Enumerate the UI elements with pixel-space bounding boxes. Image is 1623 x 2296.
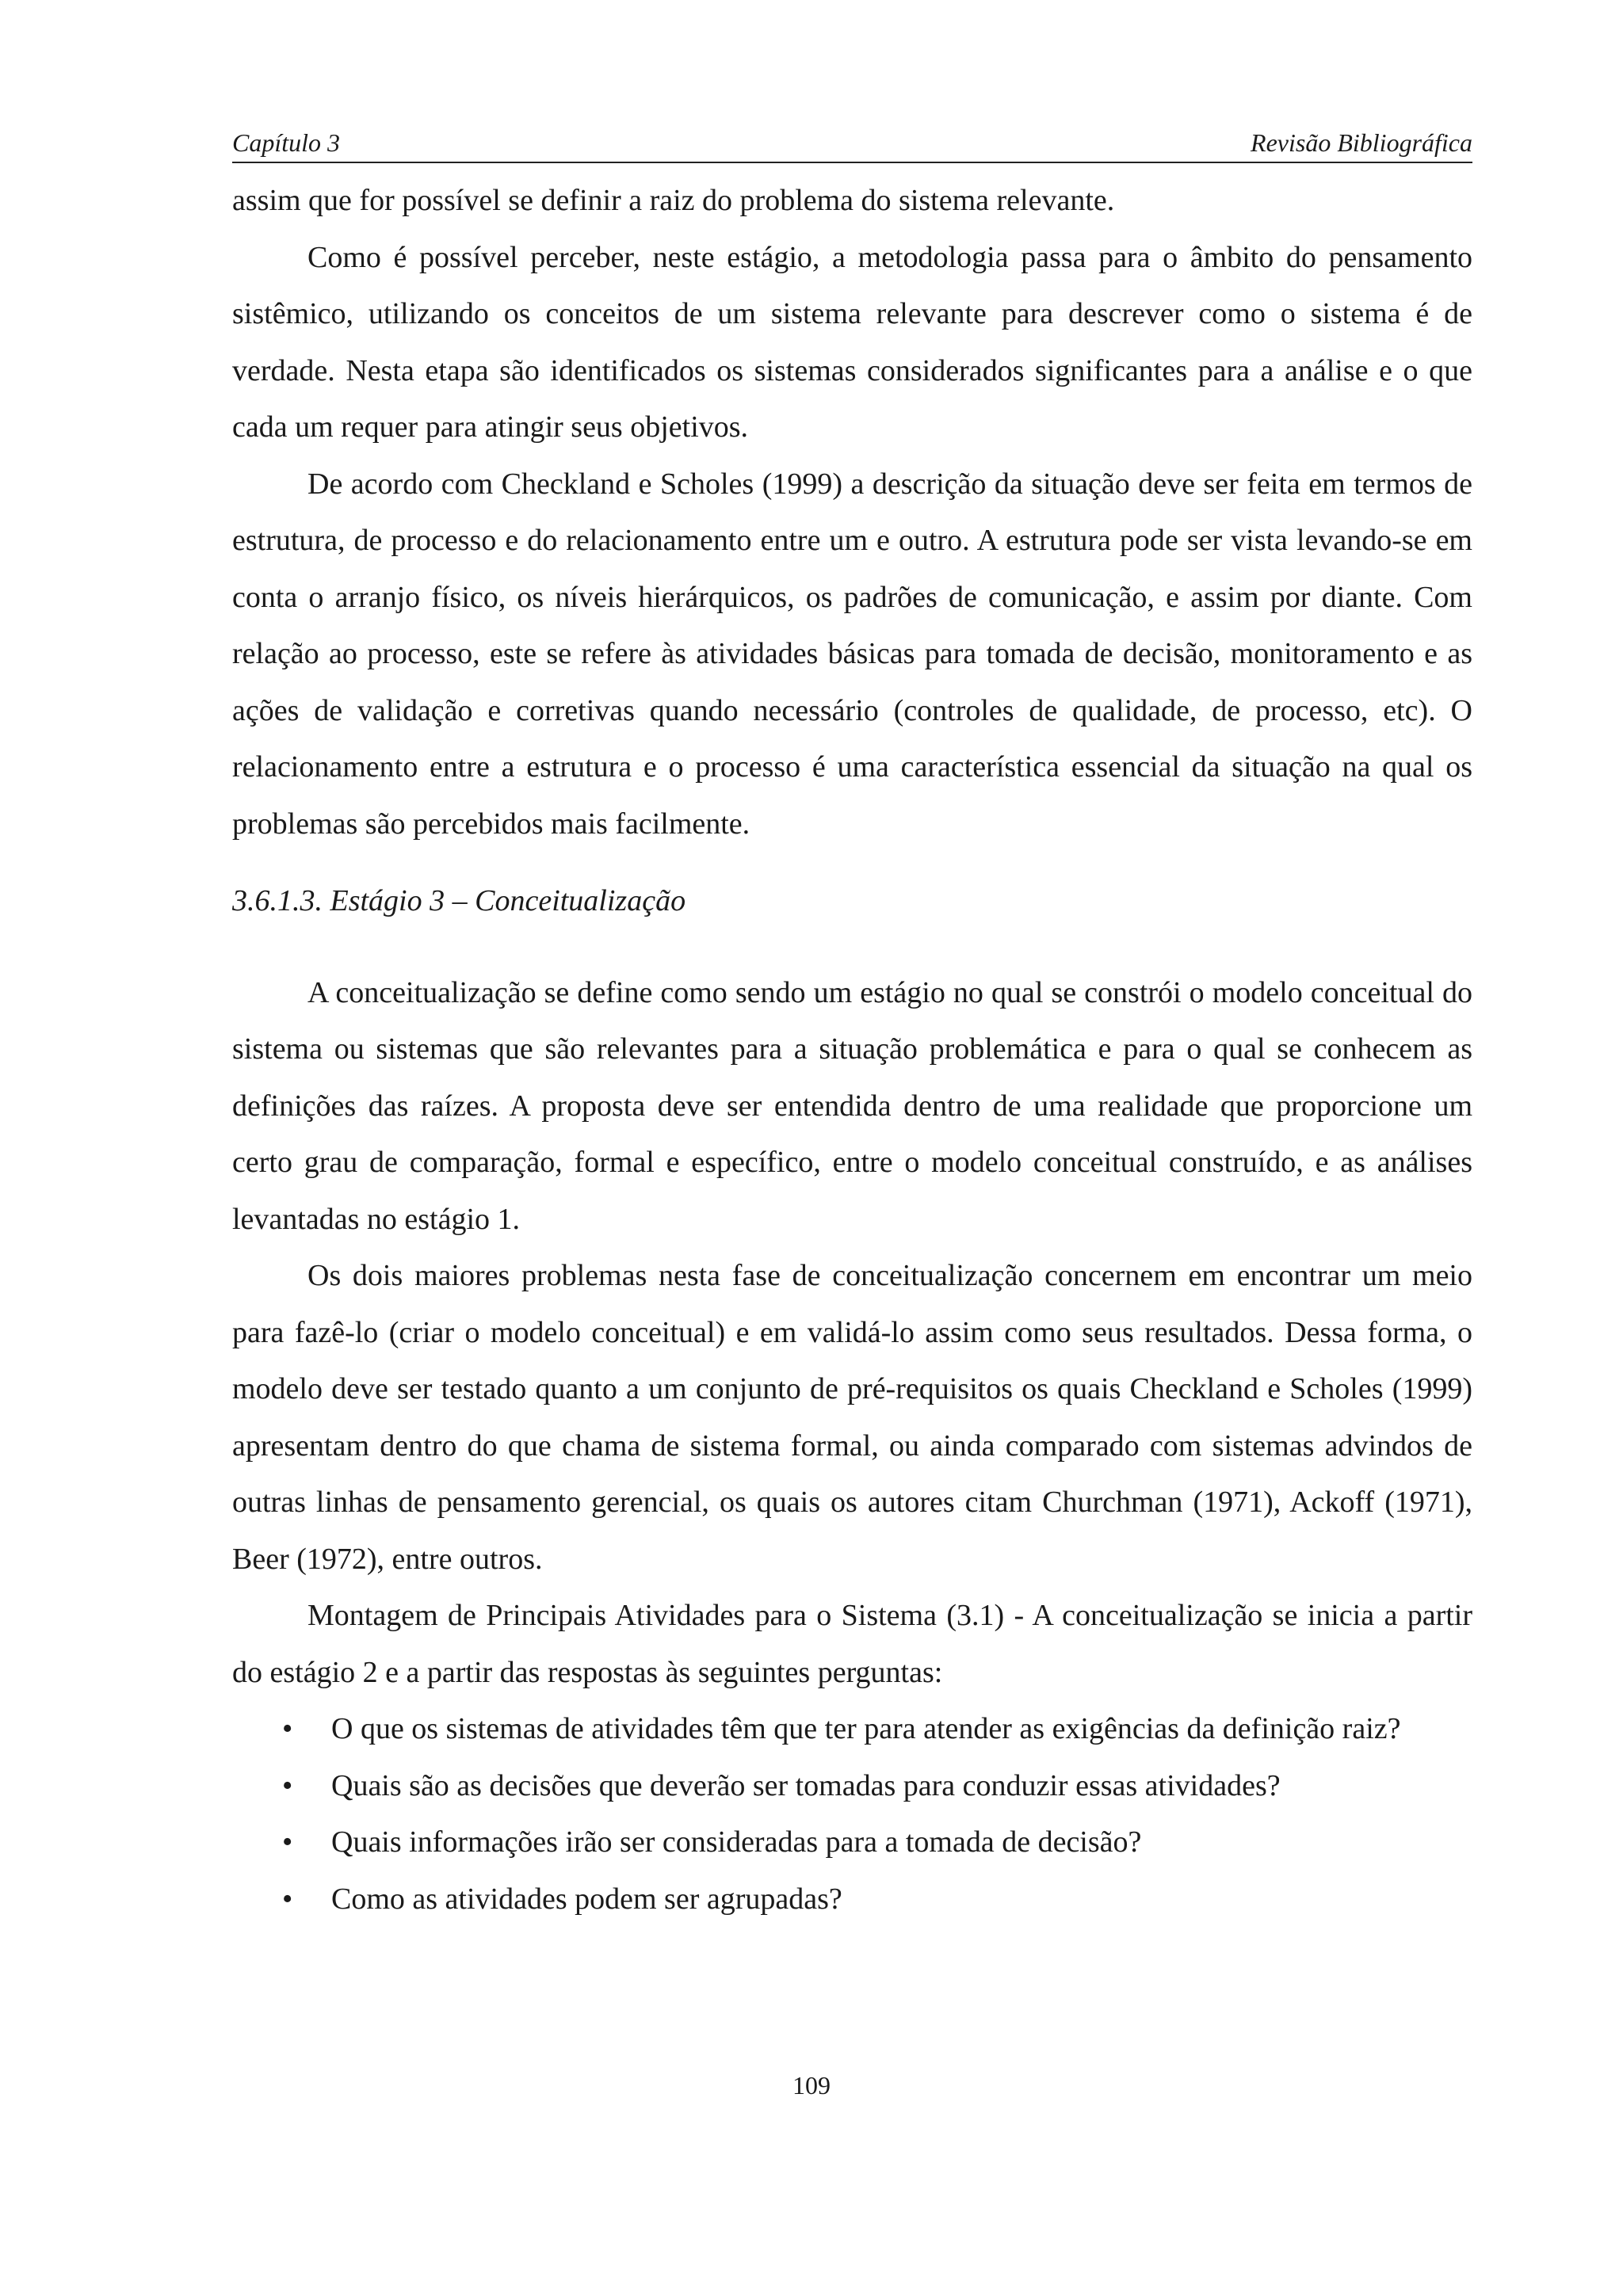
- running-header: [232, 127, 1472, 163]
- list-item-text: Quais informações irão ser consideradas para a tomada de decisão?: [331, 1825, 1142, 1859]
- list-item: [232, 1758, 1472, 1815]
- list-item: [232, 1814, 1472, 1871]
- paragraph: A conceitualização se define como sendo um estágio no qual se constrói o modelo conceitual do sistema ou sistemas que são relevantes para a situação problemática e para o qual se conhecem as definições das raízes. A proposta deve ser entendida dentro de uma realidade que proporcione um certo grau de comparação, formal e específico, entre o modelo conceitual construído, e as análises levantadas no estágio 1.: [232, 975, 1472, 1236]
- list-item-text: O que os sistemas de atividades têm que ter para atender as exigências da definição raiz?: [331, 1712, 1401, 1745]
- list-item: [232, 1871, 1472, 1928]
- question-list: [232, 1701, 1472, 1928]
- list-item: [232, 1701, 1472, 1758]
- body-text: [232, 173, 1472, 1928]
- paragraph: De acordo com Checkland e Scholes (1999) a descrição da situação deve ser feita em termos de estrutura, de processo e do relacionamento entre um e outro. A estrutura pode ser vista levando-se em conta o arranjo físico, os níveis hierárquicos, os padrões de comunicação, e assim por diante. Com relação ao processo, este se refere às atividades básicas para tomada de decisão, monitoramento e as ações de validação e corretivas quando necessário (controles de qualidade, de processo, etc). O relacionamento entre a estrutura e o processo é uma característica essencial da situação na qual os problemas são percebidos mais facilmente.: [232, 467, 1472, 841]
- list-item-text: Quais são as decisões que deverão ser tomadas para conduzir essas atividades?: [331, 1768, 1281, 1802]
- bullet-icon: •: [282, 1768, 293, 1802]
- paragraph: Os dois maiores problemas nesta fase de conceitualização concernem em encontrar um meio para fazê-lo (criar o modelo conceitual) e em validá-lo assim como seus resultados. Dessa forma, o modelo deve ser testado quanto a um conjunto de pré-requisitos os quais Checkland e Scholes (1999) apresentam dentro do que chama de sistema formal, ou ainda comparado com sistemas advindos de outras linhas de pensamento gerencial, os quais os autores citam Churchman (1971), Ackoff (1971), Beer (1972), entre outros.: [232, 1259, 1472, 1576]
- chapter-label: Capítulo 3: [232, 128, 341, 157]
- page-number: 109: [792, 2071, 831, 2100]
- document-page: [232, 127, 1472, 1928]
- section-title-label: Revisão Bibliográfica: [1251, 128, 1472, 157]
- bullet-icon: •: [282, 1712, 293, 1745]
- section-heading: 3.6.1.3. Estágio 3 – Conceitualização: [232, 884, 686, 917]
- bullet-icon: •: [282, 1825, 293, 1859]
- paragraph: Montagem de Principais Atividades para o Sistema (3.1) - A conceitualização se inicia a partir do estágio 2 e a partir das respostas às seguintes perguntas:: [232, 1599, 1472, 1689]
- paragraph-continuation: assim que for possível se definir a raiz do problema do sistema relevante.: [232, 184, 1115, 217]
- bullet-icon: •: [282, 1882, 293, 1916]
- paragraph: Como é possível perceber, neste estágio, a metodologia passa para o âmbito do pensamento sistêmico, utilizando os conceitos de um sistema relevante para descrever como o sistema é de verdade. Nesta etapa são identificados os sistemas considerados significantes para a análise e o que cada um requer para atingir seus objetivos.: [232, 240, 1472, 444]
- list-item-text: Como as atividades podem ser agrupadas?: [331, 1882, 842, 1916]
